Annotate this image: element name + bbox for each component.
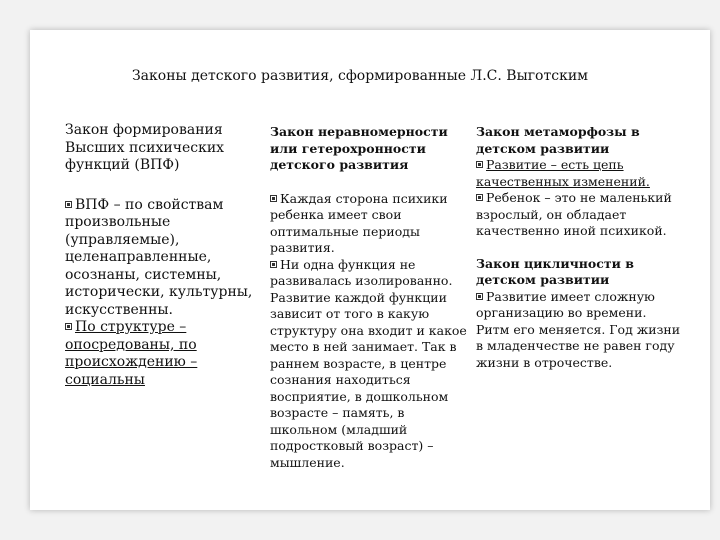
bullet-item — [65, 197, 255, 320]
bullet-text: По структуре – опосредованы, по происхождению – социальны — [65, 319, 198, 388]
square-bullet-icon — [65, 201, 72, 208]
square-bullet-icon — [270, 261, 277, 268]
bullet-text: Развитие имеет сложную организацию во времени. Ритм его меняется. Год жизни в младенчестве не равен году жизни в отрочестве. — [476, 288, 681, 370]
bullet-text: Развитие – есть цепь качественных изменений. — [476, 157, 650, 189]
square-bullet-icon — [476, 161, 483, 168]
law-heading: Закон цикличности в детском развитии — [476, 255, 634, 287]
law-heading: Закон неравномерности или гетерохронности детского развития — [270, 124, 448, 172]
bullet-text: Ребенок – это не маленький взрослый, он обладает качественно иной психикой. — [476, 190, 672, 238]
law-heading: Закон формирования Высших психических функций (ВПФ) — [65, 122, 225, 173]
column-higher-mental-functions — [65, 122, 255, 389]
bullet-text: Ни одна функция не развивалась изолированно. Развитие каждой функции зависит от того в какую структуру она входит и какое место в ней занимает. Так в раннем возрасте, в центре сознания находиться восприятие, в дошкольном возрасте – память, в школьном (младший подростковый возраст) – мышление. — [270, 256, 467, 470]
bullet-item — [476, 289, 681, 372]
bullet-text: Каждая сторона психики ребенка имеет свои оптимальные периоды развития. — [270, 190, 448, 255]
column-heterochrony — [270, 124, 470, 471]
bullet-item — [476, 157, 681, 190]
square-bullet-icon — [65, 323, 72, 330]
square-bullet-icon — [270, 195, 277, 202]
slide-panel — [30, 30, 710, 510]
square-bullet-icon — [476, 194, 483, 201]
bullet-text: ВПФ – по свойствам произвольные (управляемые), целенаправленные, осознаны, системны, исторически, культурны, искусственны. — [65, 196, 253, 318]
law-heading: Закон метаморфозы в детском развитии — [476, 124, 640, 156]
column-metamorphosis-cyclicity — [476, 124, 681, 371]
bullet-item — [65, 319, 255, 389]
bullet-item — [476, 190, 681, 240]
square-bullet-icon — [476, 293, 483, 300]
bullet-item — [270, 257, 470, 472]
slide-title: Законы детского развития, сформированные Л.С. Выготским — [131, 68, 589, 84]
bullet-item — [270, 191, 470, 257]
